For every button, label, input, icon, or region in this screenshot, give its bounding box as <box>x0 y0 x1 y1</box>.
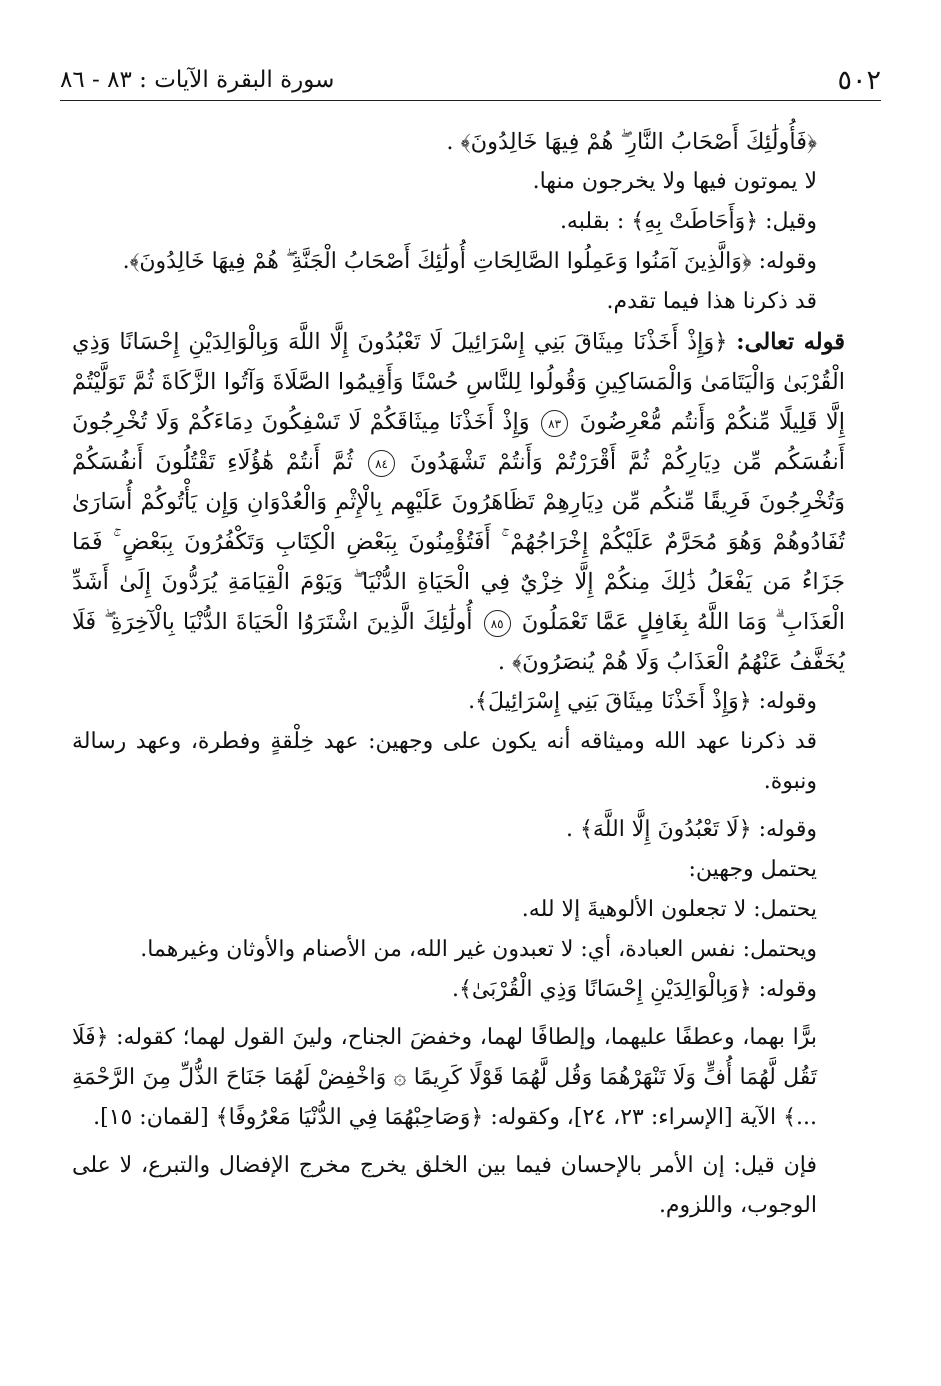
verse-83: ﴿وَإِذْ أَخَذْنَا مِيثَاقَ بَنِي إِسْرَائِيلَ لَا تَعْبُدُونَ إِلَّا اللَّهَ وَبِالْوَالِدَيْنِ إِحْسَانًا وَذِي الْقُرْبَىٰ وَالْيَتَامَىٰ وَالْمَسَاكِينِ وَقُولُوا لِلنَّاسِ حُسْنًا وَأَقِيمُوا الصَّلَاةَ وَآتُوا الزَّكَاةَ ثُمَّ تَوَلَّيْتُمْ إِلَّا قَلِيلًا مِّنكُمْ وَأَنتُم مُّعْرِضُونَ <box>72 329 846 435</box>
paragraph: لا يموتون فيها ولا يخرجون منها. <box>532 169 817 194</box>
paragraph: ﴿فَأُولَٰئِكَ أَصْحَابُ النَّارِ ۖ هُمْ فِيهَا خَالِدُونَ﴾ . <box>446 129 817 155</box>
verse-84: وَإِذْ أَخَذْنَا مِيثَاقَكُمْ لَا تَسْفِكُونَ دِمَاءَكُمْ وَلَا تُخْرِجُونَ أَنفُسَكُم مِّن دِيَارِكُمْ ثُمَّ أَقْرَرْتُمْ وَأَنتُمْ تَشْهَدُونَ <box>72 409 845 475</box>
paragraph: وقوله: ﴿وَبِالْوَالِدَيْنِ إِحْسَانًا وَذِي الْقُرْبَىٰ﴾. <box>452 977 817 1002</box>
paragraph: ويحتمل: نفس العبادة، أي: لا تعبدون غير الله، من الأصنام والأوثان وغيرهما. <box>140 937 817 962</box>
quran-lead: قوله تعالى: <box>736 329 845 355</box>
running-title: سورة البقرة الآيات : ٨٣ - ٨٦ <box>60 67 335 93</box>
page-number: ٥٠٢ <box>837 64 881 96</box>
paragraph: يحتمل وجهين: <box>688 857 817 882</box>
paragraph: يحتمل: لا تجعلون الألوهيةَ إلا لله. <box>521 897 817 922</box>
quran-block <box>72 322 845 682</box>
paragraph: وقوله: ﴿لَا تَعْبُدُونَ إِلَّا اللَّهَ﴾ . <box>566 817 817 842</box>
paragraph: وقوله: ﴿وَالَّذِينَ آمَنُوا وَعَمِلُوا الصَّالِحَاتِ أُولَٰئِكَ أَصْحَابُ الْجَنَّةِ ۖ هُمْ فِيهَا خَالِدُونَ﴾. <box>122 249 817 274</box>
paragraph: قد ذكرنا هذا فيما تقدم. <box>606 289 817 314</box>
ayah-number-marker: ٨٣ <box>541 410 568 437</box>
verse-85: ثُمَّ أَنتُمْ هَٰؤُلَاءِ تَقْتُلُونَ أَنفُسَكُمْ وَتُخْرِجُونَ فَرِيقًا مِّنكُم مِّن دِيَارِهِمْ تَظَاهَرُونَ عَلَيْهِم بِالْإِثْمِ وَالْعُدْوَانِ وَإِن يَأْتُوكُمْ أُسَارَىٰ تُفَادُوهُمْ وَهُوَ مُحَرَّمٌ عَلَيْكُمْ إِخْرَاجُهُمْ ۚ أَفَتُؤْمِنُونَ بِبَعْضِ الْكِتَابِ وَتَكْفُرُونَ بِبَعْضٍ ۚ فَمَا جَزَاءُ مَن يَفْعَلُ ذَٰلِكَ مِنكُمْ إِلَّا خِزْيٌ فِي الْحَيَاةِ الدُّنْيَا ۖ وَيَوْمَ الْقِيَامَةِ يُرَدُّونَ إِلَىٰ أَشَدِّ الْعَذَابِ ۗ وَمَا اللَّهُ بِغَافِلٍ عَمَّا تَعْمَلُونَ <box>72 449 845 635</box>
ayah-number-marker: ٨٥ <box>484 610 511 637</box>
paragraph: برًّا بهما، وعطفًا عليهما، وإلطافًا لهما، وخفضَ الجناح، ولينَ القول لهما؛ كقوله: ﴿فَلَا تَقُل لَّهُمَا أُفٍّ وَلَا تَنْهَرْهُمَا وَقُل لَّهُمَا قَوْلًا كَرِيمًا ۞ وَاخْفِضْ لَهُمَا جَنَاحَ الذُّلِّ مِنَ الرَّحْمَةِ ...﴾ الآية [الإسراء: ٢٣، ٢٤]، وكقوله: ﴿وَصَاحِبْهُمَا فِي الدُّنْيَا مَعْرُوفًا﴾ [لقمان: ١٥]. <box>72 1025 817 1130</box>
page-header <box>60 60 881 101</box>
page-body <box>72 122 845 1226</box>
paragraph: وقيل: ﴿وَأَحَاطَتْ بِهِ﴾ : بقلبه. <box>559 209 817 234</box>
paragraph: وقوله: ﴿وَإِذْ أَخَذْنَا مِيثَاقَ بَنِي إِسْرَائِيلَ﴾. <box>468 689 817 714</box>
verse-86: أُولَٰئِكَ الَّذِينَ اشْتَرَوُا الْحَيَاةَ الدُّنْيَا بِالْآخِرَةِ ۖ فَلَا يُخَفَّفُ عَنْهُمُ الْعَذَابُ وَلَا هُمْ يُنصَرُونَ﴾ . <box>72 609 845 675</box>
paragraph: فإن قيل: إن الأمر بالإحسان فيما بين الخلق يخرج مخرج الإفضال والتبرع، لا على الوجوب، واللزوم. <box>72 1153 817 1218</box>
ayah-number-marker: ٨٤ <box>368 450 395 477</box>
paragraph: قد ذكرنا عهد الله وميثاقه أنه يكون على وجهين: عهد خِلْقةٍ وفطرة، وعهد رسالة ونبوة. <box>72 729 817 794</box>
